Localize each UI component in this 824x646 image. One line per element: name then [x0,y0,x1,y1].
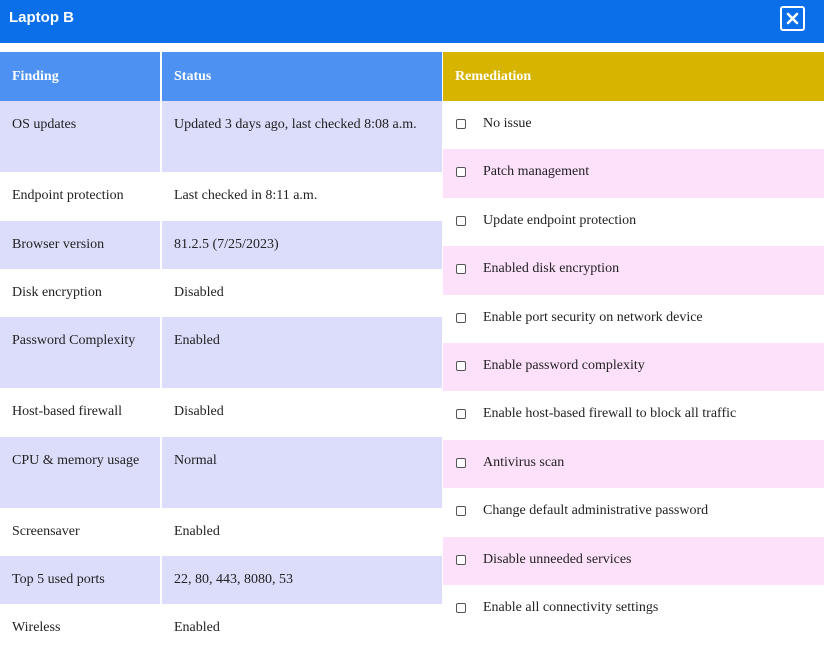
remediation-checkbox[interactable] [456,264,466,274]
status-cell: 22, 80, 443, 8080, 53 [174,572,293,587]
remediation-label: Enable port security on network device [483,309,703,325]
remediation-checkbox[interactable] [456,409,466,419]
table-row [0,317,442,388]
column-divider [160,317,162,388]
table-row [0,172,442,221]
status-cell: Disabled [174,404,224,419]
findings-table [0,52,442,646]
finding-cell: Wireless [12,620,61,635]
finding-cell: OS updates [12,117,77,132]
finding-cell: Disk encryption [12,285,102,300]
window-title: Laptop B [9,9,74,26]
remediation-label: Change default administrative password [483,503,709,519]
column-divider [160,52,162,101]
remediation-option[interactable] [443,488,824,536]
table-row [0,388,442,437]
remediation-option[interactable] [443,440,824,488]
remediation-label: Enable all connectivity settings [483,599,659,615]
remediation-option[interactable] [443,391,824,439]
remediation-label: Update endpoint protection [483,212,637,228]
status-cell: 81.2.5 (7/25/2023) [174,237,279,252]
finding-cell: Password Complexity [12,333,136,348]
finding-cell: CPU & memory usage [12,453,140,468]
status-cell: Last checked in 8:11 a.m. [174,188,318,203]
table-row [0,221,442,269]
status-cell: Disabled [174,285,224,300]
remediation-label: Disable unneeded services [483,551,632,567]
finding-cell: Browser version [12,237,105,252]
remediation-label: Enabled disk encryption [483,261,620,277]
remediation-label: Patch management [483,164,590,180]
column-divider [160,101,162,172]
findings-table-header [0,52,442,101]
status-cell: Updated 3 days ago, last checked 8:08 a.m. [174,117,417,132]
remediation-option[interactable] [443,246,824,294]
remediation-option[interactable] [443,101,824,149]
remediation-column-header: Remediation [443,52,824,101]
remediation-label: Antivirus scan [483,454,565,470]
remediation-checkbox[interactable] [456,119,466,129]
remediation-label: Enable host-based firewall to block all traffic [483,406,737,422]
finding-column-header: Finding [12,69,59,84]
remediation-label: No issue [483,116,532,131]
column-divider [160,556,162,604]
table-row [0,508,442,556]
remediation-checkbox[interactable] [456,167,466,177]
finding-cell: Screensaver [12,524,80,539]
status-cell: Enabled [174,333,220,348]
remediation-checkbox[interactable] [456,506,466,516]
remediation-checkbox[interactable] [456,313,466,323]
close-icon [786,12,799,25]
column-divider [160,221,162,269]
remediation-option[interactable] [443,537,824,585]
remediation-checkbox[interactable] [456,361,466,371]
finding-cell: Endpoint protection [12,188,124,203]
remediation-option[interactable] [443,295,824,343]
remediation-table [443,52,824,633]
finding-cell: Host-based firewall [12,404,123,419]
remediation-option[interactable] [443,149,824,197]
remediation-checkbox[interactable] [456,603,466,613]
remediation-checkbox[interactable] [456,458,466,468]
table-row [0,556,442,604]
remediation-checkbox[interactable] [456,216,466,226]
table-row [0,604,442,646]
close-button[interactable] [780,6,805,31]
table-row [0,101,442,172]
status-cell: Enabled [174,524,220,539]
status-cell: Normal [174,453,217,468]
finding-cell: Top 5 used ports [12,572,105,587]
table-row [0,269,442,317]
status-column-header: Status [174,69,212,84]
title-bar [0,0,824,43]
remediation-label: Enable password complexity [483,357,645,373]
remediation-option[interactable] [443,198,824,246]
column-divider [160,437,162,508]
remediation-option[interactable] [443,585,824,633]
table-row [0,437,442,508]
remediation-option[interactable] [443,343,824,391]
remediation-checkbox[interactable] [456,555,466,565]
status-cell: Enabled [174,620,220,635]
